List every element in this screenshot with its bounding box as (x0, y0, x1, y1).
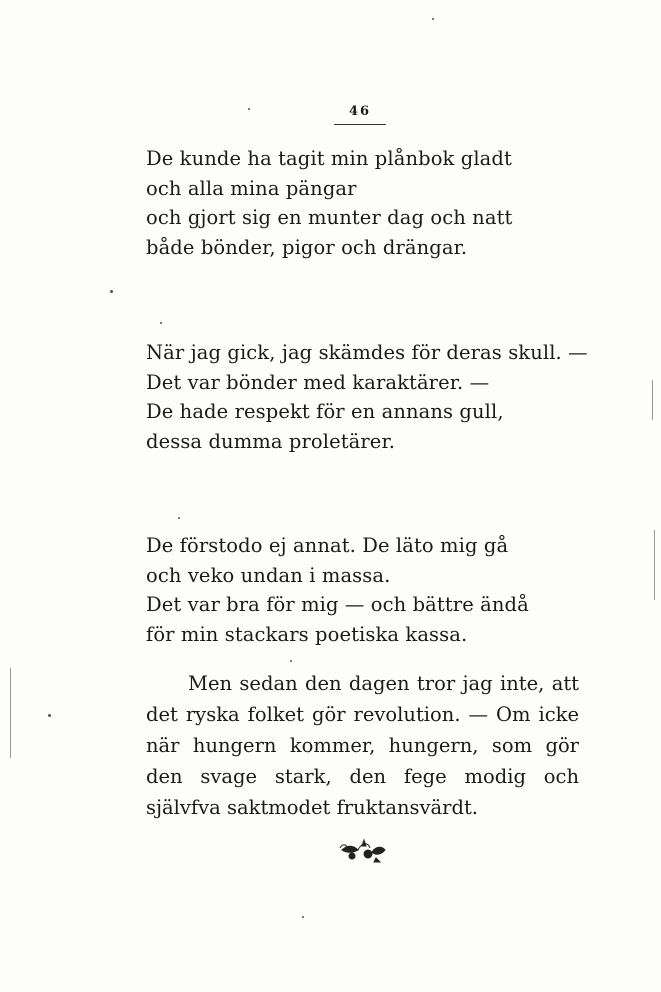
scan-edge-mark (654, 530, 655, 600)
verse-line: och gjort sig en munter dag och natt (146, 206, 513, 229)
verse-line: och veko undan i massa. (146, 563, 391, 587)
scan-speck (290, 660, 292, 662)
verse-line: De kunde ha tagit min plånbok gladt (146, 147, 512, 170)
stanza-2 (146, 338, 588, 456)
verse-line: Det var bra för mig — och bättre ändå (146, 593, 529, 616)
stanza-3 (146, 531, 529, 649)
verse-line: och alla mina pängar (146, 176, 357, 200)
verse-line: både bönder, pigor och drängar. (146, 235, 468, 259)
stanza-1 (146, 144, 512, 262)
scan-speck (302, 916, 304, 918)
scan-speck (110, 290, 113, 293)
scan-speck (432, 18, 434, 20)
verse-line: Det var bönder med karaktärer. — (146, 370, 490, 394)
scan-speck (248, 108, 250, 110)
scan-speck (178, 517, 180, 519)
verse-line: dessa dumma proletärer. (146, 429, 396, 453)
scan-speck (160, 322, 162, 324)
floral-vignette-icon (338, 838, 388, 864)
page-number: 46 (348, 104, 372, 119)
page-number-rule (334, 124, 386, 125)
verse-line: När jag gick, jag skämdes för deras skull. — (146, 341, 588, 364)
verse-line: De förstodo ej annat. De läto mig gå (146, 534, 509, 557)
scan-edge-mark (652, 380, 653, 420)
scan-speck (48, 714, 51, 717)
verse-line: för min stackars poetiska kassa. (146, 622, 468, 646)
prose-paragraph: Men sedan den dagen tror jag inte, att det ryska folket gör revolution. — Om icke när hungern kommer, hungern, som gör den svage stark, den fege modig och självfva saktmodet fruktansvärdt. (146, 672, 579, 819)
verse-line: De hade respekt för en annans gull, (146, 400, 504, 423)
scan-edge-mark (10, 668, 11, 758)
